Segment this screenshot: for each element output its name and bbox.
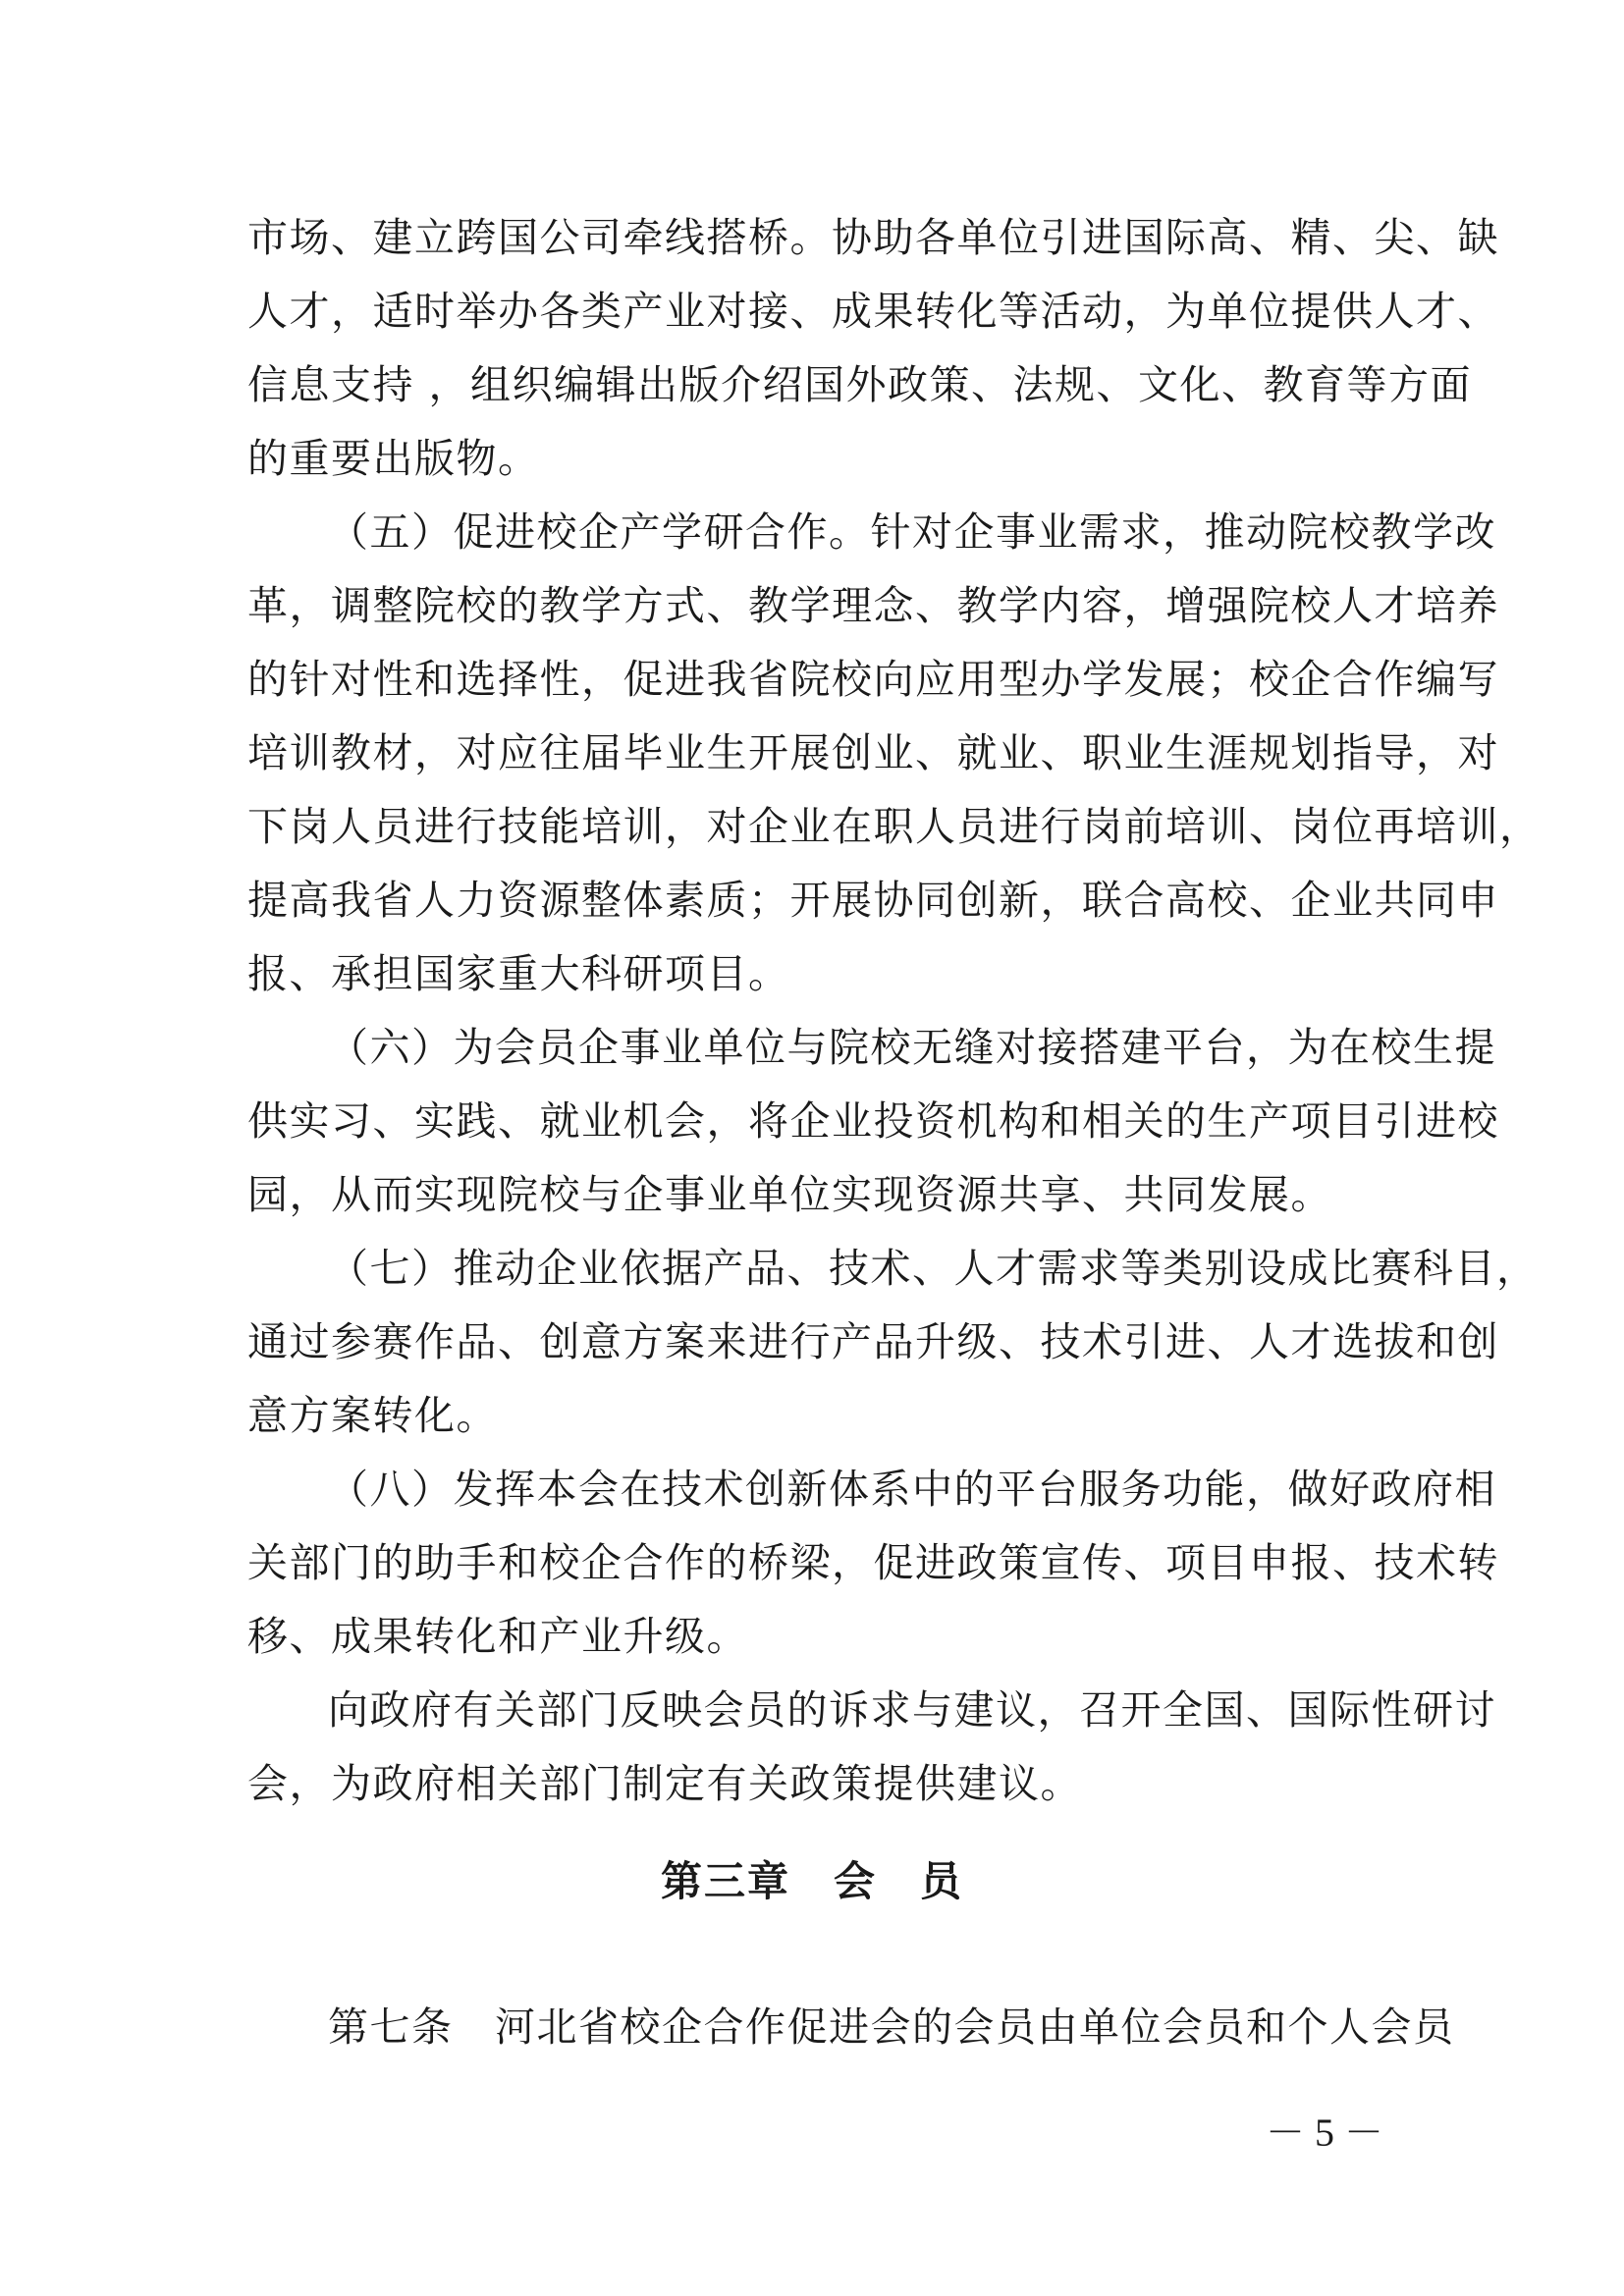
paragraph-7-line-3: 意方案转化。 — [247, 1392, 498, 1439]
paragraph-9-line-2: 会，为政府相关部门制定有关政策提供建议。 — [247, 1760, 1082, 1807]
paragraph-6-line-2: 供实习、实践、就业机会，将企业投资机构和相关的生产项目引进校 — [247, 1097, 1499, 1145]
paragraph-6-line-1: （六）为会员企事业单位与院校无缝对接搭建平台，为在校生提 — [328, 1024, 1496, 1071]
paragraph-7-line-2: 通过参赛作品、创意方案来进行产品升级、技术引进、人才选拔和创 — [247, 1318, 1499, 1365]
paragraph-5-line-5: 下岗人员进行技能培训，对企业在职人员进行岗前培训、岗位再培训， — [247, 803, 1542, 850]
paragraph-1-line-3: 信息支持 ，组织编辑出版介绍国外政策、法规、文化、教育等方面 — [247, 361, 1473, 408]
paragraph-8-line-2: 关部门的助手和校企合作的桥梁，促进政策宣传、项目申报、技术转 — [247, 1539, 1499, 1586]
paragraph-1-line-4: 的重要出版物。 — [247, 435, 540, 482]
paragraph-5-line-3: 的针对性和选择性，促进我省院校向应用型办学发展；校企合作编写 — [247, 656, 1499, 703]
paragraph-5-line-7: 报、承担国家重大科研项目。 — [247, 950, 790, 997]
paragraph-9-line-1: 向政府有关部门反映会员的诉求与建议，召开全国、国际性研讨 — [328, 1686, 1496, 1734]
paragraph-1-line-2: 人才，适时举办各类产业对接、成果转化等活动，为单位提供人才、 — [247, 288, 1499, 335]
page-number: － 5 － — [1266, 2110, 1383, 2155]
paragraph-6-line-3: 园，从而实现院校与企事业单位实现资源共享、共同发展。 — [247, 1171, 1332, 1218]
paragraph-5-line-2: 革，调整院校的教学方式、教学理念、教学内容，增强院校人才培养 — [247, 582, 1499, 629]
paragraph-5-line-1: （五）促进校企产学研合作。针对企事业需求，推动院校教学改 — [328, 508, 1496, 556]
article-7-line-1: 第七条 河北省校企合作促进会的会员由单位会员和个人会员 — [328, 2003, 1455, 2051]
paragraph-5-line-6: 提高我省人力资源整体素质；开展协同创新，联合高校、企业共同申 — [247, 877, 1499, 924]
paragraph-5-line-4: 培训教材，对应往届毕业生开展创业、就业、职业生涯规划指导，对 — [247, 729, 1499, 776]
paragraph-8-line-1: （八）发挥本会在技术创新体系中的平台服务功能，做好政府相 — [328, 1466, 1496, 1513]
chapter-heading: 第三章 会 员 — [660, 1857, 963, 1905]
paragraph-1-line-1: 市场、建立跨国公司牵线搭桥。协助各单位引进国际高、精、尖、缺 — [247, 214, 1499, 261]
paragraph-7-line-1: （七）推动企业依据产品、技术、人才需求等类别设成比赛科目， — [328, 1245, 1539, 1292]
paragraph-8-line-3: 移、成果转化和产业升级。 — [247, 1613, 748, 1660]
